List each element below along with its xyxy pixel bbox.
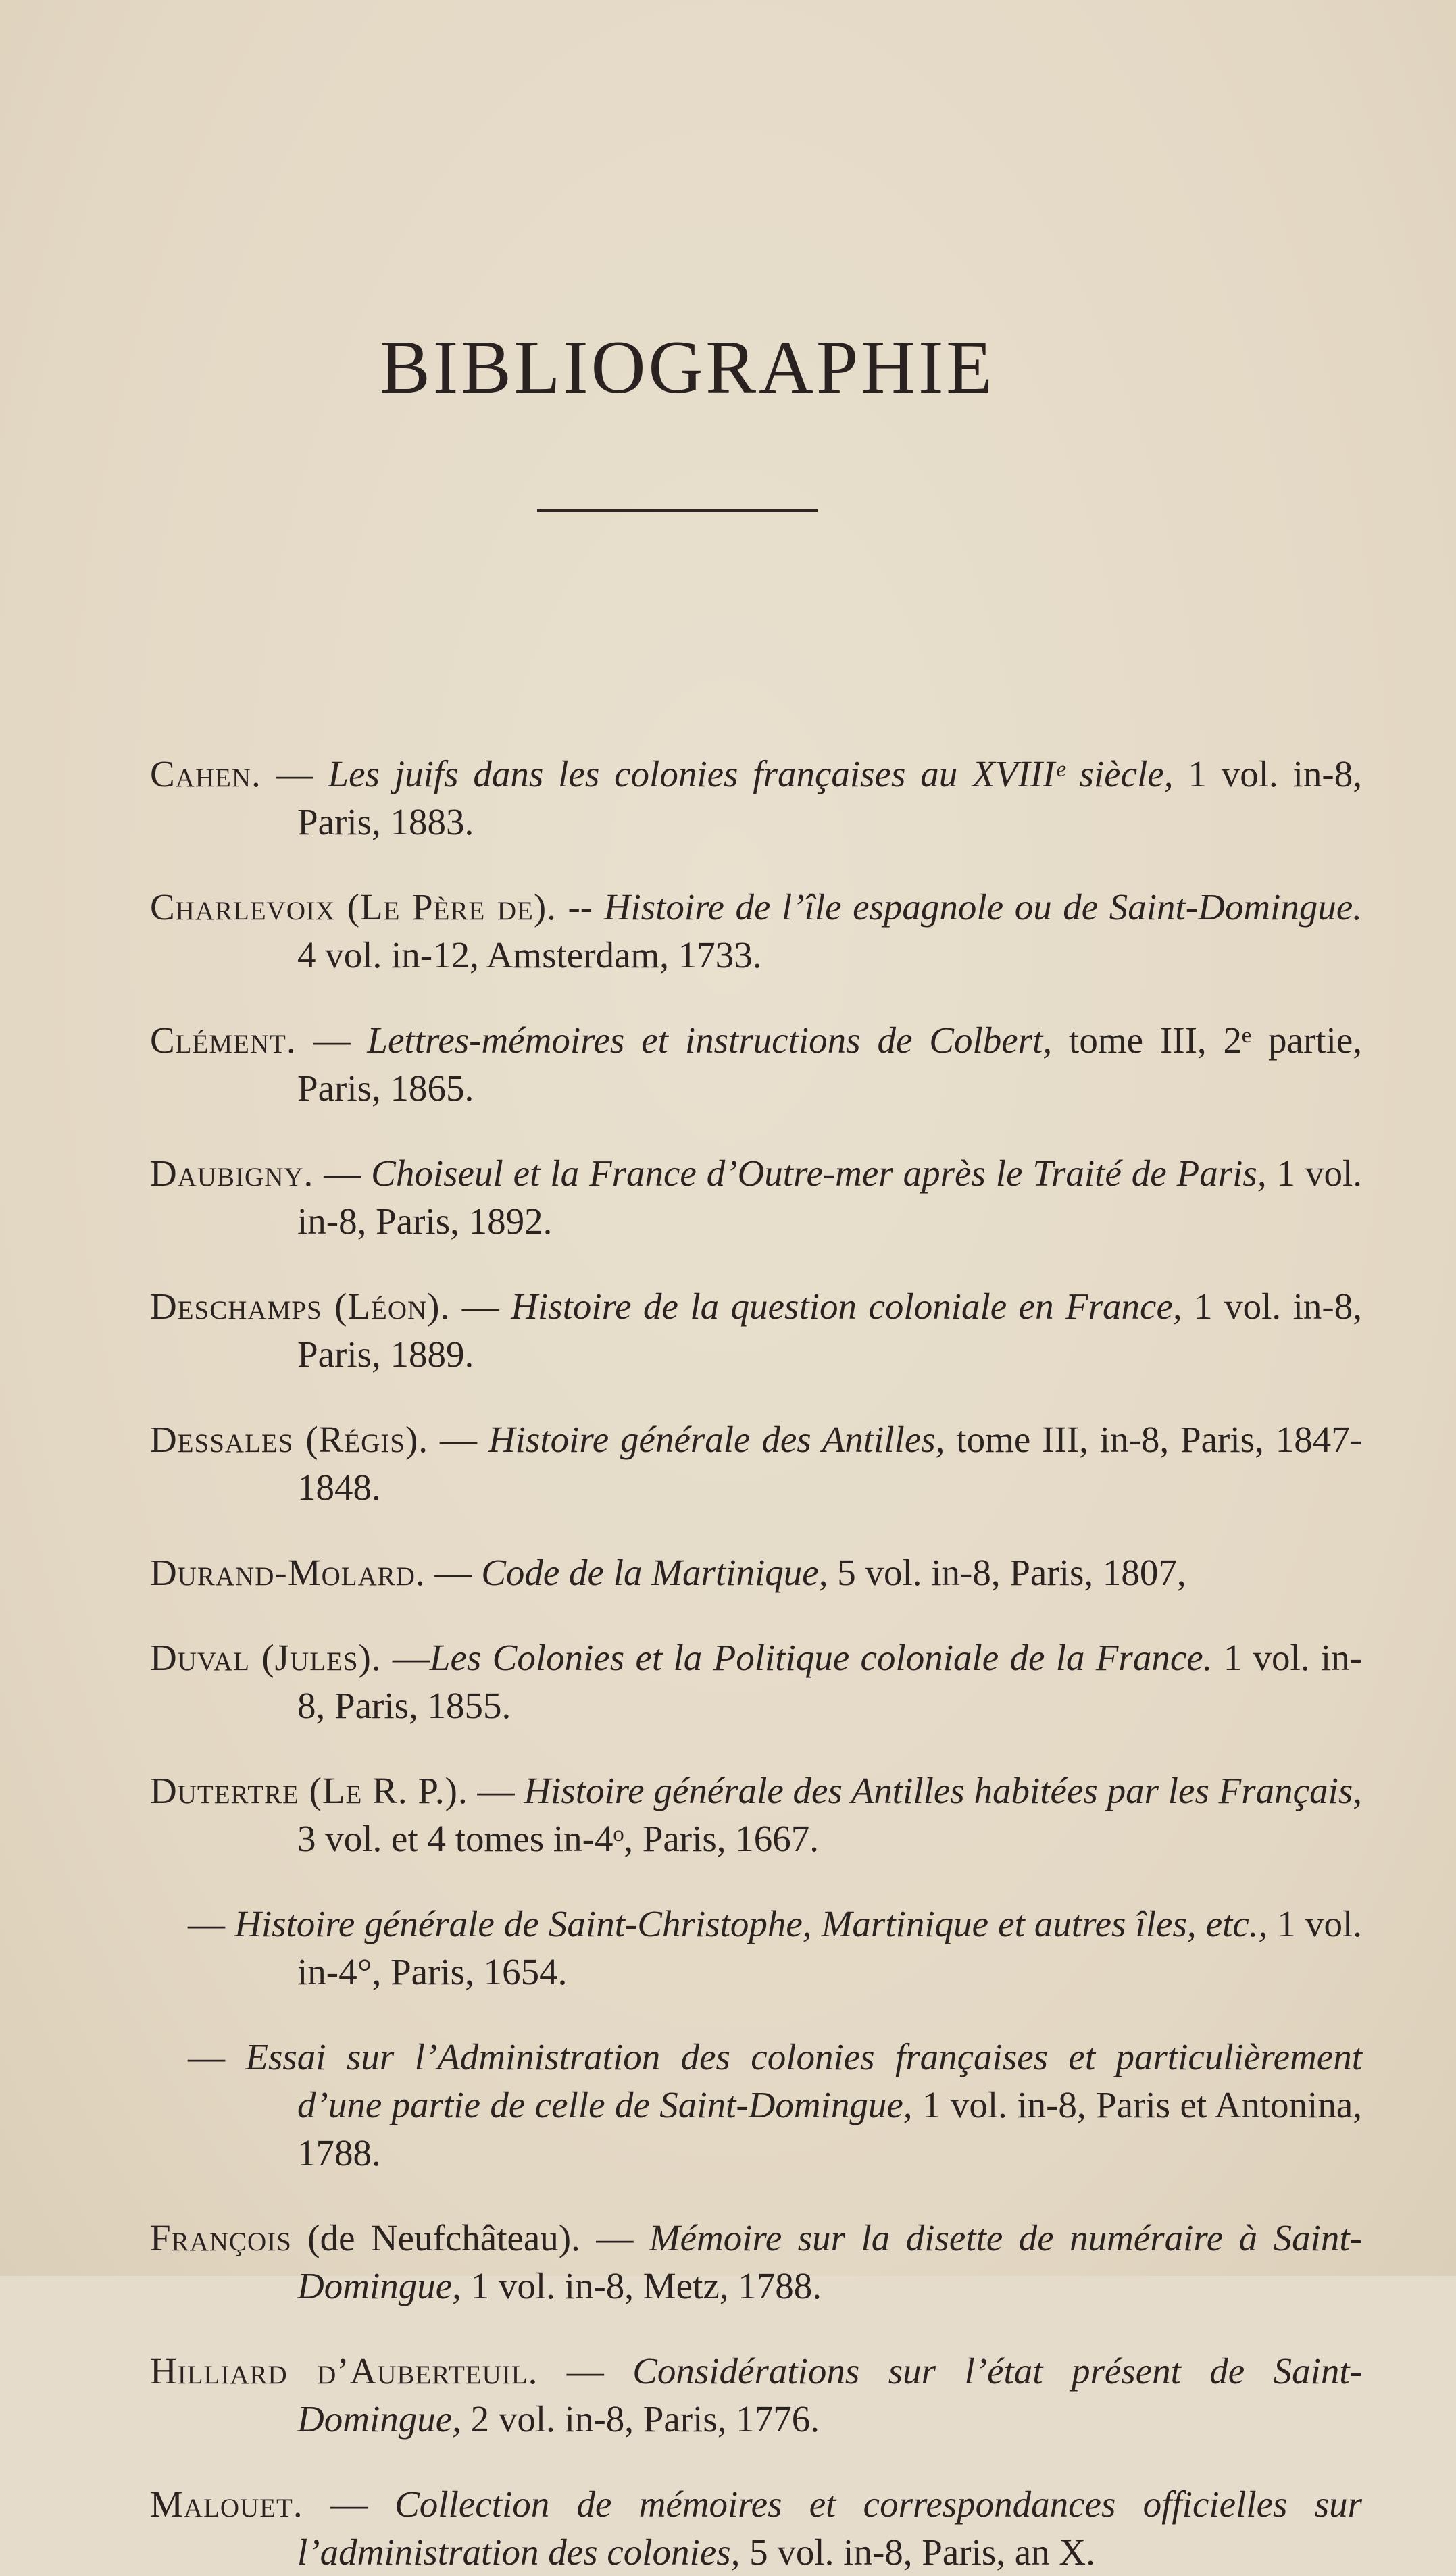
bibliography-entry [150,1634,1362,1729]
entry-publication: 5 vol. in-8, Paris, 1807, [828,1552,1186,1593]
entry-separator: — [381,1637,430,1678]
entry-publication: 1 vol. in-8, Paris, 1855. [297,1637,1362,1726]
bibliography-entry [150,2214,1362,2310]
entry-title: Histoire générale de Saint-Christophe, Martinique et autres îles, etc., [234,1903,1268,1944]
entry-separator: (de Neufchâteau). — [291,2217,649,2258]
entry-separator: — [303,2483,395,2525]
entry-separator: — [296,1019,368,1061]
bibliography-entry [150,1767,1362,1863]
entry-separator: — [538,2350,633,2392]
entry-author: Daubigny. [150,1153,314,1194]
entry-publication: tome III, in-8, Paris, 1847-1848. [297,1419,1363,1508]
entry-publication: 1 vol. in-8, Paris, 1892. [297,1153,1362,1242]
entry-title: Choiseul et la France d’Outre-mer après le Traité de Paris, [371,1153,1267,1194]
entry-publication: tome III, 2ᵉ partie, Paris, 1865. [297,1019,1363,1109]
entry-separator: — [468,1770,524,1811]
entry-separator: -- [556,886,604,928]
entry-author: Duval (Jules). [150,1637,382,1678]
entry-author: Charlevoix (Le Père de). [150,886,557,928]
entry-publication: 5 vol. in-8, Paris, an X. [740,2531,1095,2573]
entry-author: Clément. [150,1019,297,1061]
entry-title: Histoire générale des Antilles habitées par les Français, [524,1770,1363,1811]
title-divider [537,509,818,512]
entry-title: Histoire de la question coloniale en France, [511,1286,1182,1327]
entry-title: Collection de mémoires et correspondances officielles sur l’administration des colonies, [297,2483,1362,2573]
page-title: BIBLIOGRAPHIE [380,326,995,409]
entry-title: Les Colonies et la Politique coloniale de la France. [429,1637,1213,1678]
entry-publication: 2 vol. in-8, Paris, 1776. [461,2398,820,2440]
bibliography-entry [150,750,1362,846]
entry-separator: — [313,1153,372,1194]
entry-author: Cahen. [150,753,261,794]
bibliography-entry [150,1016,1362,1112]
entry-author: Hilliard d’Auberteuil. [150,2350,538,2392]
entry-publication: 3 vol. et 4 tomes in-4ᵒ, Paris, 1667. [297,1818,820,1859]
entry-separator: — [428,1419,488,1460]
entry-publication: 4 vol. in-12, Amsterdam, 1733. [297,934,762,976]
bibliography-entry [150,1282,1362,1378]
entry-publication: 1 vol. in-8, Paris, 1883. [297,753,1362,842]
entry-author: Durand-Molard. [150,1552,426,1593]
entry-publication: 1 vol. in-8, Paris, 1889. [297,1286,1362,1375]
bibliography-entry [150,2347,1362,2443]
entry-author: Malouet. [150,2483,303,2525]
entry-publication: 1 vol. in-8, Metz, 1788. [461,2265,822,2306]
entry-separator: — [188,2036,246,2077]
entry-author: François [150,2217,292,2258]
entry-author: Dutertre (Le R. P.). [150,1770,468,1811]
bibliography-entry [150,1415,1362,1511]
entry-title: Histoire de l’île espagnole ou de Saint-Domingue. [603,886,1363,928]
entry-title: Code de la Martinique, [481,1552,828,1593]
bibliography-subentry [150,2033,1362,2177]
entry-title: Mémoire sur la disette de numéraire à Saint-Domingue, [297,2217,1362,2306]
bibliography-subentry [150,1900,1362,1996]
entry-title: Lettres-mémoires et instructions de Colbert, [367,1019,1053,1061]
entry-author: Deschamps (Léon). [150,1286,451,1327]
entry-publication: 1 vol. in-4°, Paris, 1654. [297,1903,1362,1992]
entry-separator: — [450,1286,511,1327]
entry-title: Essai sur l’Administration des colonies françaises et particulièrement d’une partie de celle de Saint-Domingue, [245,2036,1363,2125]
bibliography-entry [150,1149,1362,1245]
bibliography-entry [150,883,1362,979]
entry-author: Dessales (Régis). [150,1419,429,1460]
entry-publication: 1 vol. in-8, Paris et Antonina, 1788. [297,2084,1362,2173]
entry-title: Histoire générale des Antilles, [488,1419,945,1460]
entry-separator: — [188,1903,235,1944]
entry-title: Les juifs dans les colonies françaises au XVIIIᵉ siècle, [328,753,1174,794]
bibliography-entry [150,1548,1362,1596]
entry-separator: — [425,1552,482,1593]
entry-separator: — [261,753,328,794]
entry-title: Considérations sur l’état présent de Saint-Domingue, [297,2350,1363,2440]
bibliography-entry [150,2480,1362,2576]
bibliography-list [0,713,1456,2576]
